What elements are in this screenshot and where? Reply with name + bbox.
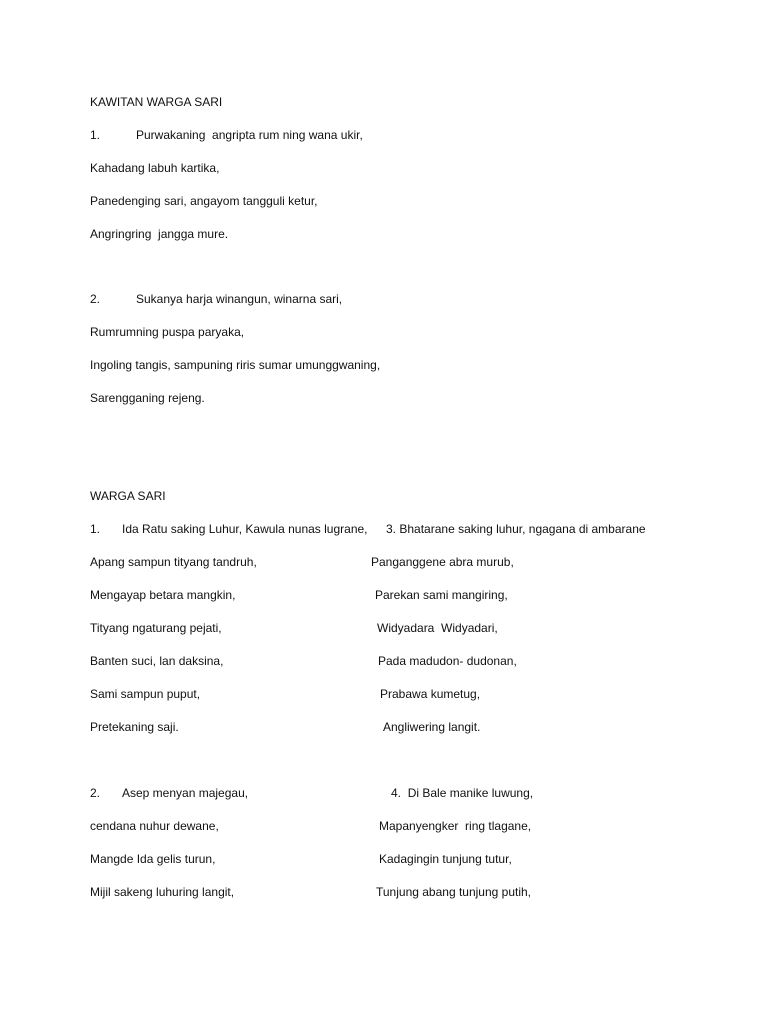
verse-line <box>391 785 533 801</box>
verse-text: Ida Ratu saking Luhur, Kawula nunas lugrane, <box>122 522 368 536</box>
verse-line: Panedenging sari, angayom tangguli ketur, <box>90 194 318 208</box>
verse-line: Rumrumning puspa paryaka, <box>90 325 245 339</box>
verse-line: Widyadara Widyadari, <box>377 621 498 635</box>
verse-number: 1. <box>90 128 101 142</box>
verse-line: Kahadang labuh kartika, <box>90 161 220 175</box>
verse-line: Tityang ngaturang pejati, <box>90 621 222 635</box>
verse-line: Tunjung abang tunjung putih, <box>376 885 532 899</box>
verse-line: Pada madudon- dudonan, <box>378 654 517 668</box>
verse-line: Panganggene abra murub, <box>371 555 514 569</box>
verse-text: Di Bale manike luwung, <box>407 786 534 800</box>
verse-text: Asep menyan majegau, <box>122 786 249 800</box>
verse-line: Sarengganing rejeng. <box>90 391 205 405</box>
verse-line <box>90 291 342 307</box>
verse-line: Mengayap betara mangkin, <box>90 588 236 602</box>
section-title: WARGA SARI <box>90 489 166 503</box>
verse-line: Mangde Ida gelis turun, <box>90 852 216 866</box>
verse-line <box>90 785 248 801</box>
verse-line <box>386 521 646 537</box>
verse-number: 2. <box>90 292 101 306</box>
verse-line: Mijil sakeng luhuring langit, <box>90 885 235 899</box>
verse-line: Pretekaning saji. <box>90 720 179 734</box>
verse-number: 2. <box>90 786 101 800</box>
verse-line: Banten suci, lan daksina, <box>90 654 224 668</box>
verse-line <box>90 521 368 537</box>
verse-number: 4. <box>391 786 402 800</box>
verse-line <box>90 127 363 143</box>
verse-text: Sukanya harja winangun, winarna sari, <box>136 292 343 306</box>
verse-line: Kadagingin tunjung tutur, <box>379 852 512 866</box>
verse-line: cendana nuhur dewane, <box>90 819 219 833</box>
verse-line: Angringring jangga mure. <box>90 227 229 241</box>
verse-number: 1. <box>90 522 101 536</box>
verse-text: Bhatarane saking luhur, ngagana di ambarane <box>399 522 646 536</box>
verse-line: Parekan sami mangiring, <box>375 588 508 602</box>
verse-line: Apang sampun tityang tandruh, <box>90 555 257 569</box>
verse-line: Angliwering langit. <box>383 720 481 734</box>
verse-line: Mapanyengker ring tlagane, <box>379 819 532 833</box>
verse-line: Sami sampun puput, <box>90 687 201 701</box>
verse-number: 3. <box>386 522 397 536</box>
section-title: KAWITAN WARGA SARI <box>90 95 223 109</box>
verse-line: Ingoling tangis, sampuning riris sumar umunggwaning, <box>90 358 381 372</box>
verse-text: Purwakaning angripta rum ning wana ukir, <box>136 128 363 142</box>
verse-line: Prabawa kumetug, <box>380 687 481 701</box>
